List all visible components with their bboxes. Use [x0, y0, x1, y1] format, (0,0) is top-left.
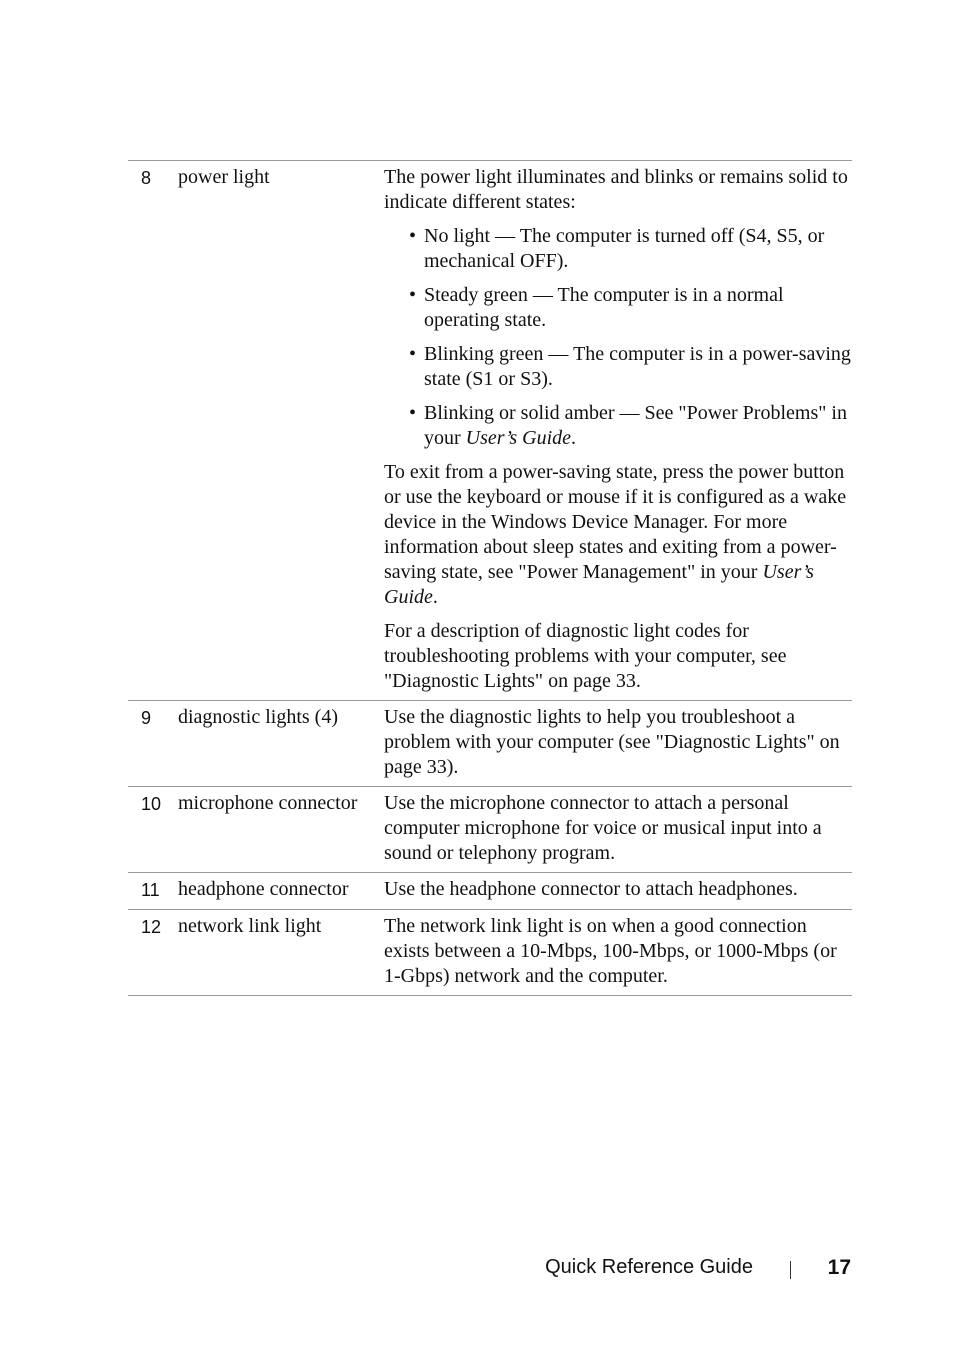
item-description: Use the headphone connector to attach headphones. — [384, 878, 798, 900]
table-row — [128, 160, 852, 700]
item-number: 8 — [141, 168, 152, 188]
table-row — [128, 872, 852, 909]
item-description — [384, 165, 852, 694]
list-item: • Blinking green — The computer is in a power-saving state (S1 or S3). — [409, 343, 851, 390]
item-name: microphone connector — [178, 792, 358, 814]
item-name: power light — [178, 166, 270, 188]
footer-guide-title: Quick Reference Guide — [545, 1256, 753, 1278]
description-paragraph: For a description of diagnostic light codes for troubleshooting problems with your computer, see "Diagnostic Lights" on page 33. — [384, 620, 787, 692]
item-number: 12 — [141, 917, 162, 937]
bullet-icon: • — [409, 225, 417, 247]
item-number: 11 — [141, 880, 160, 900]
list-item: • No light — The computer is turned off (S4, S5, or mechanical OFF). — [409, 225, 825, 272]
table-row — [128, 909, 852, 996]
item-name: headphone connector — [178, 878, 349, 900]
state-list — [384, 224, 852, 451]
table-row — [128, 786, 852, 872]
page-number: 17 — [827, 1256, 851, 1279]
item-number: 10 — [141, 794, 162, 814]
item-name: diagnostic lights (4) — [178, 706, 338, 728]
description-paragraph: To exit from a power-saving state, press the power button or use the keyboard or mouse if it is configured as a wake device in the Windows Device Manager. For more information about sleep states and exiting from a power-saving state, see "Power Management" in your User’s Guide. — [384, 461, 847, 608]
guide-reference: User’s Guide — [465, 427, 572, 449]
bullet-icon: • — [409, 284, 417, 306]
item-number: 9 — [141, 708, 152, 728]
item-name: network link light — [178, 915, 322, 937]
item-description: Use the microphone connector to attach a personal computer microphone for voice or musical input into a sound or telephony program. — [384, 792, 822, 864]
list-item: • Steady green — The computer is in a normal operating state. — [409, 284, 784, 331]
bullet-icon: • — [409, 343, 417, 365]
guide-reference: User’s Guide — [384, 561, 814, 608]
description-intro: The power light illuminates and blinks or remains solid to indicate different states: — [384, 166, 848, 213]
item-description: The network link light is on when a good connection exists between a 10-Mbps, 100-Mbps, or 1000-Mbps (or 1-Gbps) network and the computer. — [384, 915, 837, 987]
bullet-icon: • — [409, 402, 417, 424]
component-table — [128, 160, 852, 996]
footer-divider — [790, 1261, 791, 1279]
list-item: • Blinking or solid amber — See "Power Problems" in your User’s Guide. — [409, 402, 847, 449]
page-footer — [0, 1256, 954, 1284]
item-description: Use the diagnostic lights to help you troubleshoot a problem with your computer (see "Diagnostic Lights" on page 33). — [384, 706, 840, 778]
table-row — [128, 700, 852, 786]
